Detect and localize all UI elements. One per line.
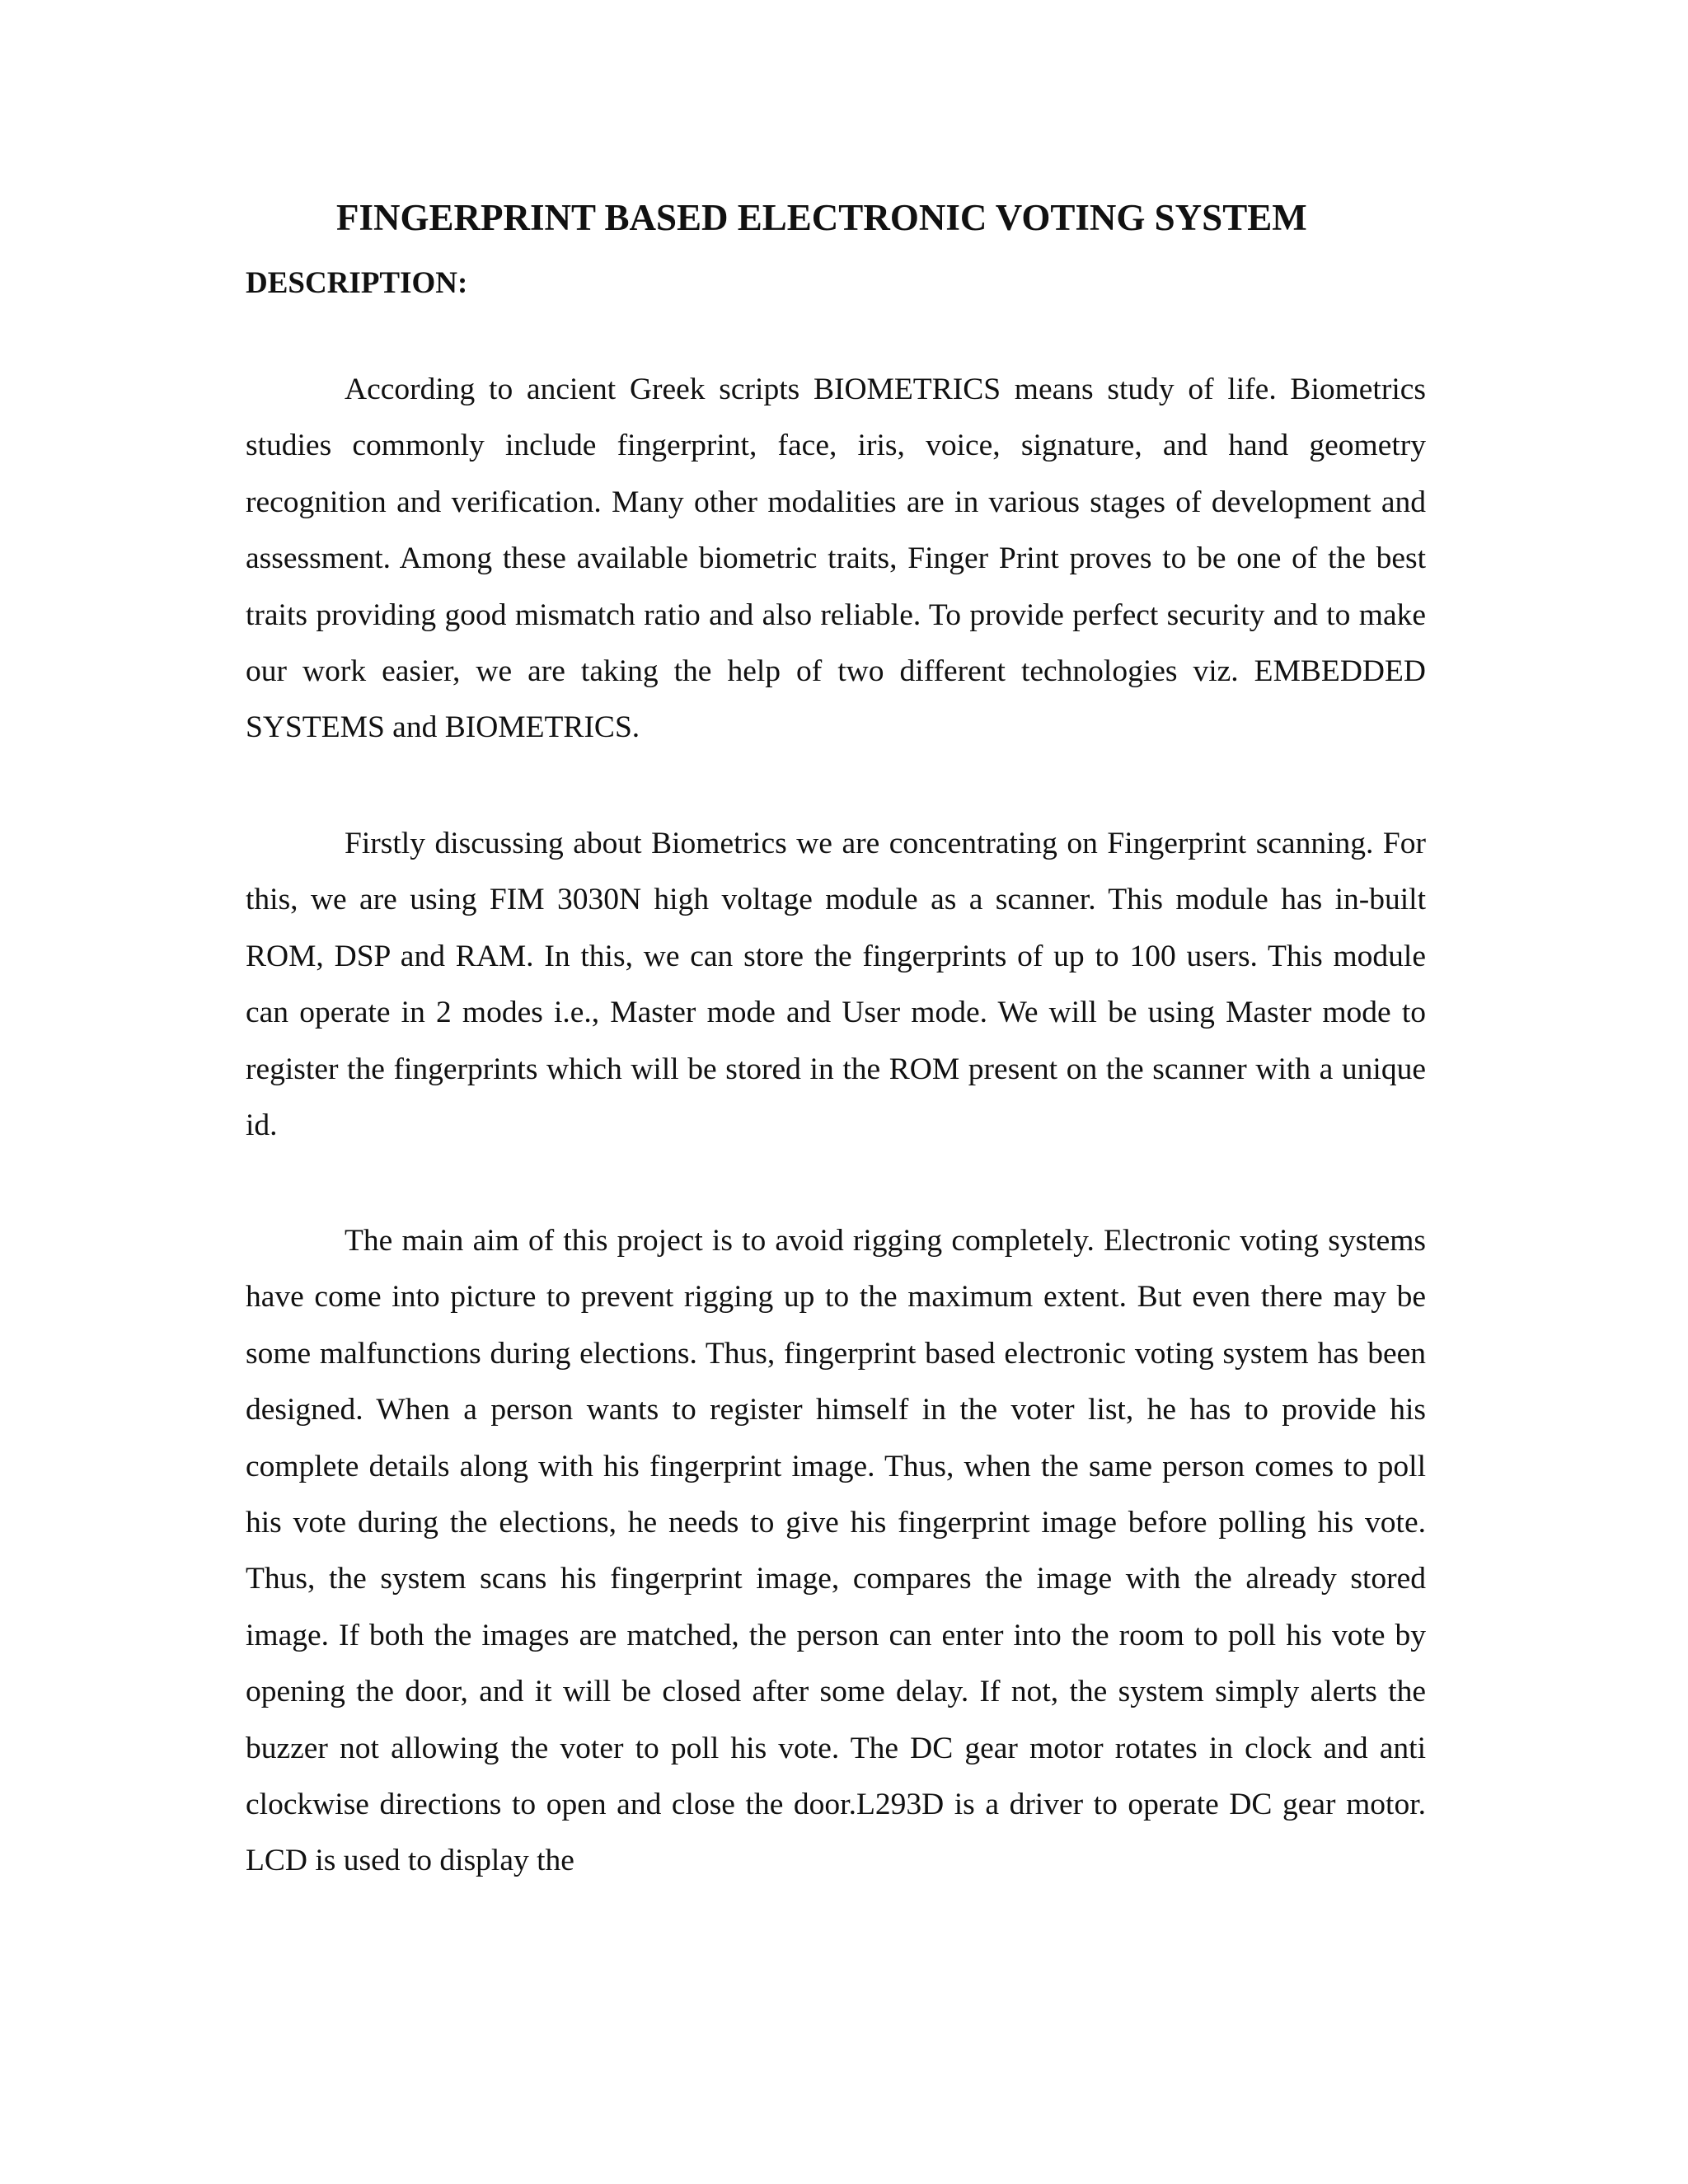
section-heading-description: DESCRIPTION:: [246, 266, 468, 300]
paragraph-biometrics-intro: According to ancient Greek scripts BIOMETRICS means study of life. Biometrics studies commonly include fingerprint, face, iris, voice, signature, and hand geometry recognition and verification. Many other modalities are in various stages of development and assessment. Among these available biometric traits, Finger Print proves to be one of the best traits providing good mismatch ratio and also reliable. To provide perfect security and to make our work easier, we are taking the help of two different technologies viz. EMBEDDED SYSTEMS and BIOMETRICS.: [246, 373, 1426, 745]
paragraph-fingerprint-scanner: Firstly discussing about Biometrics we are concentrating on Fingerprint scanning. For this, we are using FIM 3030N high voltage module as a scanner. This module has in-built ROM, DSP and RAM. In this, we can store the fingerprints of up to 100 users. This module can operate in 2 modes i.e., Master mode and User mode. We will be using Master mode to register the fingerprints which will be stored in the ROM present on the scanner with a unique id.: [246, 827, 1426, 1143]
document-title: FINGERPRINT BASED ELECTRONIC VOTING SYSTEM: [336, 197, 1307, 238]
paragraph-project-aim: The main aim of this project is to avoid rigging completely. Electronic voting systems have come into picture to prevent rigging up to the maximum extent. But even there may be some malfunctions during elections. Thus, fingerprint based electronic voting system has been designed. When a person wants to register himself in the voter list, he has to provide his complete details along with his fingerprint image. Thus, when the same person comes to poll his vote during the elections, he needs to give his fingerprint image before polling his vote. Thus, the system scans his fingerprint image, compares the image with the already stored image. If both the images are matched, the person can enter into the room to poll his vote by opening the door, and it will be closed after some delay. If not, the system simply alerts the buzzer not allowing the voter to poll his vote. The DC gear motor rotates in clock and anti clockwise directions to open and close the door.L293D is a driver to operate DC gear motor. LCD is used to display the: [246, 1224, 1426, 1878]
